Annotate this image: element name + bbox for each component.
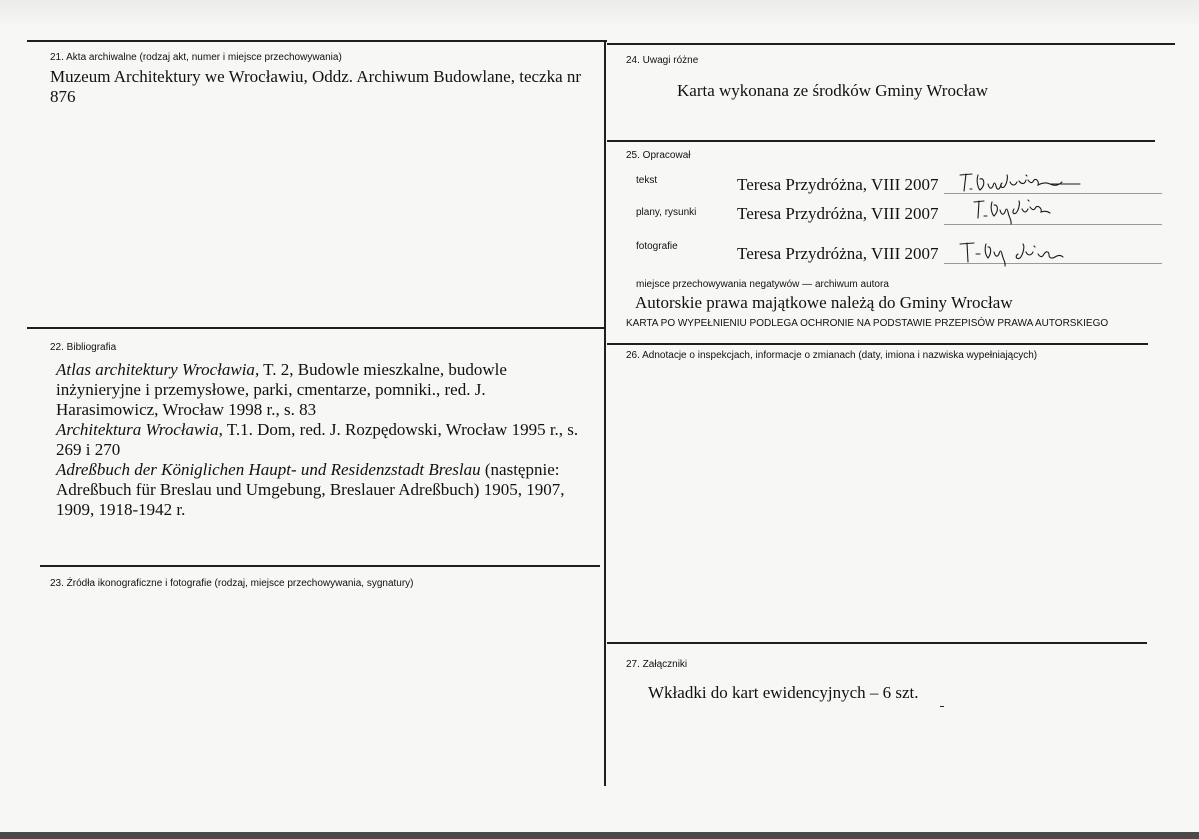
author-role-text: tekst	[636, 175, 658, 186]
bibliography-line: Adreßbuch für Breslau und Umgebung, Breslauer Adreßbuch) 1905, 1907,	[56, 480, 565, 499]
section-24-label: 24. Uwagi różne	[626, 55, 699, 66]
section-21-label: 21. Akta archiwalne (rodzaj akt, numer i miejsce przechowywania)	[50, 52, 342, 63]
rule-below-21	[27, 327, 605, 329]
signature-1	[956, 171, 1096, 197]
bibliography-line: Harasimowicz, Wrocław 1998 r., s. 83	[56, 400, 317, 419]
bibliography-title: Adreßbuch der Königlichen Haupt- und Residenzstadt Breslau	[56, 460, 481, 479]
bibliography-line: Architektura Wrocławia, T.1. Dom, red. J. Rozpędowski, Wrocław 1995 r., s.	[56, 420, 579, 439]
bibliography-entry	[56, 360, 594, 380]
bibliography-entry	[56, 440, 594, 460]
rule-below-22	[40, 565, 600, 567]
section-21-line-2: 876	[50, 87, 76, 106]
section-25-label: 25. Opracował	[626, 150, 691, 161]
author-value-text: Teresa Przydróżna, VIII 2007	[737, 244, 939, 263]
copyright-notice: KARTA PO WYPEŁNIENIU PODLEGA OCHRONIE NA PODSTAWIE PRZEPISÓW PRAWA AUTORSKIEGO	[626, 318, 1109, 329]
author-role-text: fotografie	[636, 241, 678, 252]
section-21-line-1: Muzeum Architektury we Wrocławiu, Oddz. Archiwum Budowlane, teczka nr	[50, 67, 582, 86]
bibliography-entry	[56, 460, 594, 480]
bibliography-title: Architektura Wrocławia	[56, 420, 219, 439]
bibliography-line: 269 i 270	[56, 440, 121, 459]
section-22-label: 22. Bibliografia	[50, 342, 117, 353]
scan-top-band	[0, 0, 1199, 24]
signature-2	[970, 196, 1090, 226]
author-role-text: plany, rysunki	[636, 207, 697, 218]
bibliography-entry	[56, 400, 594, 420]
copyright-owner: Autorskie prawa majątkowe należą do Gminy Wrocław	[635, 293, 1013, 312]
bibliography-line: inżynieryjne i przemysłowe, parki, cmentarze, pomniki., red. J.	[56, 380, 486, 399]
section-26-label: 26. Adnotacje o inspekcjach, informacje o zmianach (daty, imiona i nazwiska wypełniających)	[626, 350, 1038, 361]
bibliography-entry	[56, 500, 594, 520]
bibliography-line: 1909, 1918-1942 r.	[56, 500, 186, 519]
section-27-text: Wkładki do kart ewidencyjnych – 6 szt.	[648, 683, 919, 702]
left-top-rule	[27, 40, 607, 42]
section-24-text: Karta wykonana ze środków Gminy Wrocław	[677, 81, 989, 100]
bibliography-entry	[56, 420, 594, 440]
bibliography-line: Adreßbuch der Königlichen Haupt- und Residenzstadt Breslau (następnie:	[56, 460, 560, 479]
rule-below-26	[607, 642, 1147, 644]
signature-3	[956, 238, 1086, 268]
stray-mark	[940, 706, 944, 707]
bibliography-line: Atlas architektury Wrocławia, T. 2, Budowle mieszkalne, budowle	[56, 360, 507, 379]
rule-below-24	[607, 140, 1155, 142]
rule-below-25	[607, 343, 1148, 345]
section-23-label: 23. Źródła ikonograficzne i fotografie (rodzaj, miejsce przechowywania, sygnatury)	[50, 578, 414, 589]
author-value-text: Teresa Przydróżna, VIII 2007	[737, 175, 939, 194]
bibliography-entry	[56, 480, 594, 500]
bibliography-entry	[56, 380, 594, 400]
author-value-text: Teresa Przydróżna, VIII 2007	[737, 204, 939, 223]
column-divider	[604, 40, 606, 786]
negatives-location: miejsce przechowywania negatywów — archiwum autora	[636, 279, 889, 290]
right-top-rule	[607, 43, 1175, 45]
section-27-label: 27. Załączniki	[626, 659, 688, 670]
bibliography-title: Atlas architektury Wrocławia	[56, 360, 255, 379]
